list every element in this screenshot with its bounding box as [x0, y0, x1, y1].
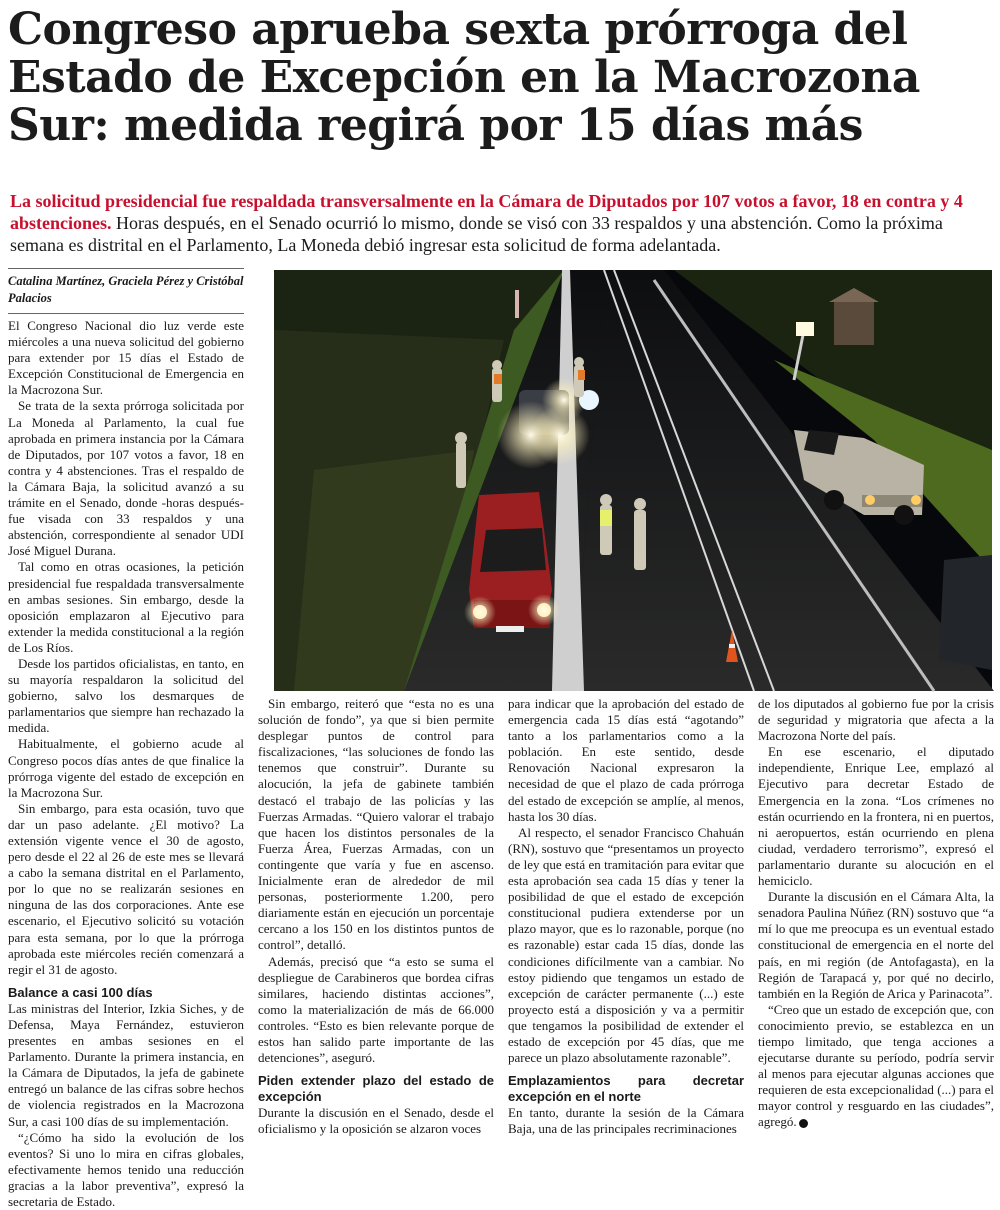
- paragraph: En ese escenario, el diputado independiente, Enrique Lee, emplazó al Ejecutivo para decretar Estado de Emergencia en la zona. “Los crímenes no están ocurriendo en la frontera, ni en puertos, ni aeropuertos, están ocurriendo en plena ciudad, verdadero terrorismo”, expresó el parlamentario durante su alocución en el hemiciclo.: [758, 744, 994, 889]
- paragraph: Sin embargo, para esta ocasión, tuvo que dar un paso adelante. ¿El motivo? La extensión vigente vence el 30 de agosto, pero desde el 22 al 26 de este mes se llevará a cabo la semana distrital en el Parlamento, por lo que no se realizarán sesiones en ninguna de las dos corporaciones. Ante ese escenario, el Ejecutivo solicitó su votación para esta semana, por lo que la prórroga aprobada este miércoles recién comenzará a regir el 31 de agosto.: [8, 800, 244, 977]
- column-2: [258, 696, 494, 1160]
- paragraph: [758, 1002, 994, 1131]
- paragraph: Tal como en otras ocasiones, la petición presidencial fue respaldada transversalmente en ambas sesiones. Sin embargo, desde la oposición emplazaron al Ejecutivo para extender la medida constitucional a la región de Los Ríos.: [8, 559, 244, 655]
- lead-rest: Horas después, en el Senado ocurrió lo mismo, donde se visó con 33 respaldos y una abstención. Como la próxima semana es distrital en el Parlamento, La Moneda debió ingresar esta solicitud de forma adelantada.: [10, 213, 943, 255]
- column-4: [758, 696, 994, 1160]
- paragraph: Las ministras del Interior, Izkia Siches, y de Defensa, Maya Fernández, estuvieron presentes en ambas sesiones en el Parlamento. Durante la primera instancia, en la Cámara de Diputados, la jefa de gabinete entregó un balance de las cifras sobre hechos de violencia registrados en la Macrozona Sur, a casi 100 días de su implementación.: [8, 1000, 244, 1129]
- headline: Congreso aprueba sexta prórroga del Estado de Excepción en la Macrozona Sur: medida regirá por 15 días más: [8, 4, 920, 151]
- paragraph-text: “Creo que un estado de excepción que, con conocimiento previo, se establezca en un tiempo limitado, que tenga acciones a ejecutarse durante su período, podría servir al menos para ejecutar algunas acciones que requieren de esta excepcionalidad (...) para el mayor control y resguardo en las ciudades”, agregó.: [758, 1001, 994, 1130]
- byline: Catalina Martínez, Graciela Pérez y Cristóbal Palacios: [8, 268, 244, 307]
- paragraph: Se trata de la sexta prórroga solicitada por La Moneda al Parlamento, la cual fue aprobada en primera instancia por la Cámara de Diputados, por 107 votos a favor, 18 en contra y 4 abstenciones. Tras el respaldo de la Cámara Baja, la solicitud avanzó a su trámite en el Senado, donde -horas después- fue visada con 33 respaldos y una abstención, correspondiente al senador UDI José Miguel Durana.: [8, 398, 244, 559]
- section-heading: Piden extender plazo del estado de excepción: [258, 1073, 494, 1105]
- section-heading: Balance a casi 100 días: [8, 984, 153, 1000]
- news-photo: [274, 270, 992, 691]
- column-1: [8, 318, 244, 1209]
- column-3: [508, 696, 744, 1160]
- paragraph: Además, precisó que “a esto se suma el despliegue de Carabineros que bordea cifras similares, haciendo distintas acciones”, como la materialización de más de 66.000 controles. “Esto es bien relevante porque de estos han salido parte importante de las detenciones”, aseguró.: [258, 953, 494, 1066]
- paragraph: “¿Cómo ha sido la evolución de los eventos? Si uno lo mira en cifras globales, efectivamente hemos tenido una reducción gracias a la labor preventiva”, expresó la secretaria de Estado.: [8, 1129, 244, 1209]
- paragraph: Durante la discusión en el Senado, desde el oficialismo y la oposición se alzaron voces: [258, 1105, 494, 1137]
- paragraph: Habitualmente, el gobierno acude al Congreso pocos días antes de que finalice la prórroga vigente del estado de excepción en la Macrozona Sur.: [8, 736, 244, 800]
- paragraph: Sin embargo, reiteró que “esta no es una solución de fondo”, ya que si bien permite desplegar puntos de control para fiscalizaciones, “las soluciones de fondo las tenemos que construir”. Durante su alocución, la jefa de gabinete también destacó el trabajo de las policías y las Fuerzas Armadas. “Quiero valorar el trabajo que hacen los distintos personales de la Fuerza Área, Fuerzas Armadas, con un contingente que varía y fue en ascenso. Inicialmente eran de alrededor de mil personas, posteriormente 1.200, pero diariamente están en ejecución un porcentaje cercano a los 150 en los distintos puntos de control”, detalló.: [258, 696, 494, 953]
- paragraph: El Congreso Nacional dio luz verde este miércoles a una nueva solicitud del gobierno para extender por 15 días el Estado de Excepción Constitucional de Emergencia en la Macrozona Sur.: [8, 318, 244, 398]
- paragraph: Al respecto, el senador Francisco Chahuán (RN), sostuvo que “presentamos un proyecto de ley que está en tramitación para evitar que esta aprobación sea cada 15 días y tener la posibilidad de que el estado de excepción constitucional pudiera extenderse por un plazo mayor, que es lo razonable, porque (no es razonable) estar cada 15 días, donde las condiciones difícilmente van a cambiar. No estoy pidiendo que tengamos un estado de excepción de carácter permanente (...) este proyecto está a disposición y va a permitir que tengamos la posibilidad de extender el estado de excepción por 45 días, que me parece un plazo absolutamente razonable”.: [508, 824, 744, 1066]
- section-heading: Emplazamientos para decretar excepción en el norte: [508, 1073, 744, 1105]
- paragraph: Desde los partidos oficialistas, en tanto, en su mayoría respaldaron la solicitud del gobierno, salvo los desmarques de parlamentarios que siempre han rechazado la medida.: [8, 655, 244, 736]
- lead-highlight: La solicitud presidencial fue respaldada transversalmente en la Cámara de Diputados por 107 votos a favor, 18 en contra y 4 abstenciones.: [10, 191, 963, 233]
- end-of-article-mark: [799, 1119, 808, 1128]
- paragraph: Durante la discusión en el Cámara Alta, la senadora Paulina Núñez (RN) sostuvo que “a mí lo que me preocupa es un eventual estado constitucional de emergencia en el norte del país, en mi región (de Antofagasta), en la Región de Tarapacá y, por qué no decirlo, también en la Región de Arica y Parinacota”.: [758, 889, 994, 1001]
- paragraph: En tanto, durante la sesión de la Cámara Baja, una de las principales recriminaciones: [508, 1105, 744, 1137]
- paragraph: para indicar que la aprobación del estado de emergencia cada 15 días está “agotando” tanto a los parlamentarios como a la población. En este sentido, desde Renovación Nacional expresaron la necesidad de que el plazo de cada prórroga del estado de excepción se amplíe, al menos, hasta los 30 días.: [508, 696, 744, 824]
- lead-paragraph: [10, 190, 990, 256]
- checkpoint-road-illustration: [274, 270, 992, 691]
- byline-divider: [8, 313, 244, 314]
- paragraph: de los diputados al gobierno fue por la crisis de seguridad y migratoria que afecta a la Macrozona Norte del país.: [758, 696, 994, 744]
